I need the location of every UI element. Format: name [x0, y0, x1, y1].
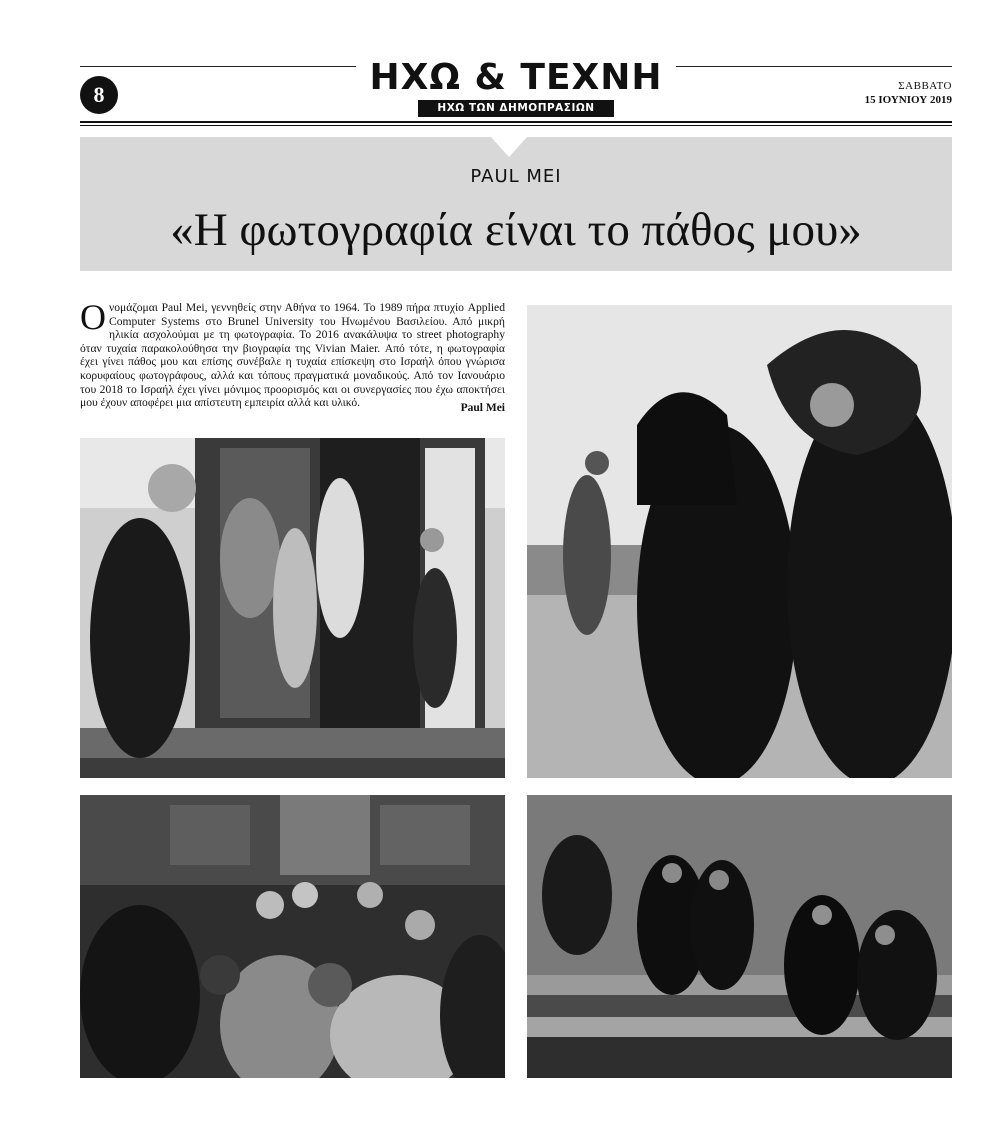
- photo-nuns-steps-image: [527, 795, 952, 1078]
- article-body: [80, 297, 505, 410]
- section-subtitle: ΗΧΩ ΤΩΝ ΔΗΜΟΠΡΑΣΙΩΝ: [418, 100, 614, 117]
- photo-nun-beach: [527, 305, 952, 778]
- photo-nun-beach-image: [527, 305, 952, 778]
- masthead-rule-thin: [80, 125, 952, 126]
- photo-church-interior: [80, 795, 505, 1078]
- article-headline: «Η φωτογραφία είναι το πάθος μου»: [170, 204, 862, 256]
- photo-street-billboard-image: [80, 438, 505, 778]
- masthead-rule-thick: [80, 121, 952, 123]
- masthead-rule-right: [676, 66, 952, 67]
- issue-day: ΣΑΒΒΑΤΟ: [898, 80, 952, 92]
- photo-church-interior-image: [80, 795, 505, 1078]
- article-byline: Paul Mei: [460, 402, 505, 414]
- photo-nuns-steps: [527, 795, 952, 1078]
- banner-notch: [491, 137, 527, 157]
- drop-cap: Ο: [80, 297, 106, 337]
- issue-date: 15 ΙΟΥΝΙΟΥ 2019: [864, 94, 952, 106]
- photo-street-billboard: [80, 438, 505, 778]
- article-body-text: νομάζομαι Paul Mei, γεννηθείς στην Αθήνα το 1964. Το 1989 πήρα πτυχίο Applied Computer Systems στο Brunel University του Ηνωμένου Βασιλείου. Από μικρή ηλικία ασχολούμαι με τη φωτογραφία. Το 2016 ανακάλυψα το street photography όταν τυχαία παρακολούθησα την βιογραφία της Vivian Maier. Από τότε, η φωτογραφία έχει γίνει πάθος μου και επίσης συνέβαλε η τυχαία επίσκεψη στο Ισραήλ όπου γνώρισα κορυφαίους φωτογράφους, αλλά και τόπους πραγματικά μοναδικούς. Από τον Ιανουάριο του 2018 το Ισραήλ έχει γίνει μόνιμος προορισμός και οι συνεργασίες που έχω αποκτήσει μου έχουν αποφέρει μια απίστευτη εμπειρία αλλά και υλικό.: [80, 301, 505, 410]
- masthead-rule-left: [80, 66, 356, 67]
- section-title: ΗΧΩ & ΤΕΧΝΗ: [369, 57, 663, 98]
- page-number-badge: 8: [80, 76, 118, 114]
- article-kicker: PAUL MEI: [470, 166, 562, 187]
